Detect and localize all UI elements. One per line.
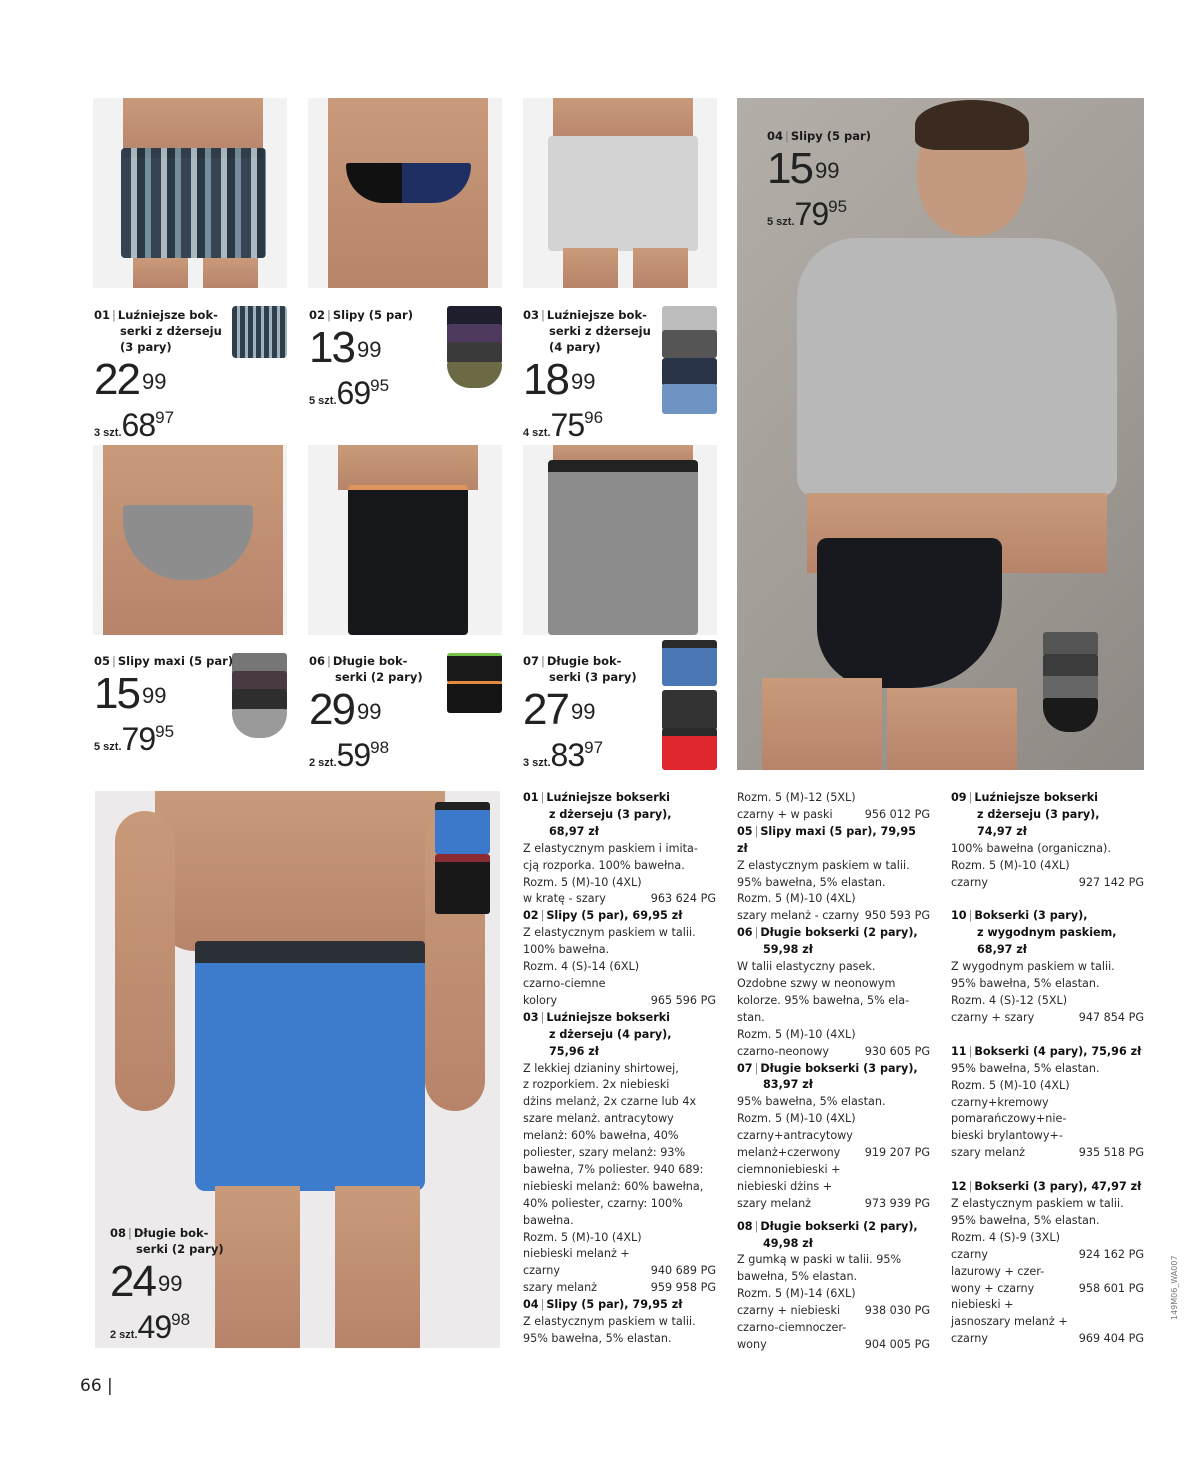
tag-01-label-2: serki z dżerseju: [120, 324, 222, 338]
desc-09-size: Rozm. 5 (M)-10 (4XL): [951, 858, 1070, 872]
tag-07-multi-price: 3 $szt.83^{97}$: [523, 737, 604, 773]
desc-01-heading-2: z dżerseju (3 pary),: [549, 807, 672, 821]
desc-03-text: bawełna.: [523, 1213, 574, 1227]
tag-02-price: 13 $^{99}$: [309, 323, 382, 372]
photo-product-03: [523, 98, 717, 288]
tag-04-label: Slipy (5 par): [790, 129, 871, 143]
tag-product-06: 06 | Długie bok- serki (2 pary) 29 $^{99}$ 2 $szt.59^{98}$: [309, 654, 423, 773]
desc-06-text: kolorze. 95% bawełna, 5% ela-: [737, 993, 910, 1007]
desc-12-variant: wony + czarny 958 601 PG: [951, 1281, 1144, 1295]
tag-03-label-2: serki z dżerseju: [549, 324, 651, 338]
tag-08-label-2: serki (2 pary): [136, 1242, 224, 1256]
thumb-05-pack: [232, 653, 287, 738]
tag-04-price: 15 $^{99}$: [767, 144, 840, 193]
desc-10-size: Rozm. 4 (S)-12 (5XL): [951, 993, 1068, 1007]
catalog-code: 149M06_WA007: [1170, 1255, 1179, 1320]
desc-03-text: bawełna, 7% poliester. 940 689:: [523, 1162, 704, 1176]
desc-06-text: Ozdobne szwy w neonowym: [737, 976, 896, 990]
desc-08-text: bawełna, 5% elastan.: [737, 1270, 858, 1284]
desc-10-heading-2: z wygodnym paskiem,: [977, 926, 1117, 940]
desc-11-heading: 11 | Bokserki (4 pary), 75,96 zł: [951, 1044, 1142, 1058]
desc-07-price: 83,97 zł: [763, 1078, 813, 1092]
desc-01-price: 68,97 zł: [549, 824, 599, 838]
desc-04-heading: 04 | Slipy (5 par), 79,95 zł: [523, 1298, 683, 1312]
tag-02-multi-price: 5 $szt.69^{95}$: [309, 375, 390, 411]
tag-02-number: 02: [309, 308, 326, 322]
tag-06-label: Długie bok-: [332, 654, 408, 668]
desc-column-2: [737, 790, 930, 1354]
tag-01-label: Luźniejsze bok-: [117, 308, 218, 322]
tag-product-02: 02 | Slipy (5 par) 13 $^{99}$ 5 $szt.69^{95}$: [309, 308, 413, 411]
desc-02-variant: kolory 965 596 PG: [523, 993, 716, 1007]
tag-product-04: 04 | Slipy (5 par) 15 $^{99}$ 5 $szt.79^{95}$: [767, 129, 871, 232]
photo-product-02: [308, 98, 502, 288]
tag-product-08: 08 | Długie bok- serki (2 pary) 24 $^{99}$ 2 $szt.49^{98}$: [110, 1226, 224, 1345]
desc-10-variant: czarny + szary 947 854 PG: [951, 1010, 1144, 1024]
tag-03-number: 03: [523, 308, 540, 322]
tag-05-multi-price: 5 $szt.79^{95}$: [94, 721, 175, 757]
desc-11-text: pomarańczowy+nie-: [951, 1112, 1067, 1126]
desc-05-heading: 05 | Slipy maxi (5 par), 79,95 zł: [737, 824, 916, 855]
desc-07-heading: 07 | Długie bokserki (3 pary),: [737, 1061, 918, 1075]
tag-08-multi-price: 2 $szt.49^{98}$: [110, 1309, 191, 1345]
desc-07-text: ciemnoniebieski +: [737, 1162, 841, 1176]
desc-03-size: Rozm. 5 (M)-10 (4XL): [523, 1230, 642, 1244]
desc-07-size: Rozm. 5 (M)-10 (4XL): [737, 1112, 856, 1126]
desc-05-text: 95% bawełna, 5% elastan.: [737, 875, 886, 889]
desc-12-heading: 12 | Bokserki (3 pary), 47,97 zł: [951, 1180, 1142, 1194]
desc-03-text: dżins melanż, 2x czarne lub 4x: [523, 1095, 697, 1109]
desc-04-text: 95% bawełna, 5% elastan.: [523, 1332, 672, 1345]
desc-02-text: Z elastycznym paskiem w talii.: [523, 926, 696, 940]
thumb-03-pack: [662, 306, 717, 414]
desc-01-size: Rozm. 5 (M)-10 (4XL): [523, 875, 642, 889]
tag-05-price: 15 $^{99}$: [94, 669, 167, 718]
desc-03-variant: szary melanż 959 958 PG: [523, 1281, 716, 1295]
desc-03-text: melanż: 60% bawełna, 40%: [523, 1129, 679, 1143]
photo-product-06: [308, 445, 502, 635]
desc-05-text: Z elastycznym paskiem w talii.: [737, 858, 910, 872]
desc-12-text: Z elastycznym paskiem w talii.: [951, 1197, 1124, 1211]
tag-06-label-2: serki (2 pary): [335, 670, 423, 684]
desc-09-heading: 09 | Luźniejsze bokserki: [951, 791, 1099, 804]
photo-product-01: [93, 98, 287, 288]
desc-11-text: bieski brylantowy+-: [951, 1129, 1063, 1143]
desc-03-text: niebieski melanż +: [523, 1247, 630, 1261]
desc-09-variant: czarny 927 142 PG: [951, 875, 1144, 889]
desc-07-variant: melanż+czerwony 919 207 PG: [737, 1146, 930, 1160]
desc-10-price: 68,97 zł: [977, 943, 1027, 957]
tag-06-multi-price: 2 $szt.59^{98}$: [309, 737, 390, 773]
thumb-01-pack: [232, 306, 287, 358]
tag-03-price: 18 $^{99}$: [523, 355, 596, 404]
tag-07-label-2: serki (3 pary): [549, 670, 637, 684]
tag-03-label: Luźniejsze bok-: [546, 308, 647, 322]
tag-03-multi-price: 4 $szt.75^{96}$: [523, 407, 604, 443]
photo-product-07: [523, 445, 717, 635]
desc-spacer: [951, 891, 1144, 908]
desc-08-heading: 08 | Długie bokserki (2 pary),: [737, 1219, 918, 1233]
desc-12-variant: czarny 969 404 PG: [951, 1332, 1144, 1346]
desc-08-variant: czarny + niebieski 938 030 PG: [737, 1304, 930, 1318]
desc-05-size: Rozm. 5 (M)-10 (4XL): [737, 892, 856, 906]
desc-03-text: Z lekkiej dzianiny shirtowej,: [523, 1061, 679, 1075]
desc-04-text: Z elastycznym paskiem w talii.: [523, 1315, 696, 1329]
desc-02-text: 100% bawełna.: [523, 943, 610, 957]
desc-column-3: [951, 790, 1144, 1348]
tag-08-price: 24 $^{99}$: [110, 1257, 183, 1306]
desc-12-text: 95% bawełna, 5% elastan.: [951, 1213, 1100, 1227]
desc-09-price: 74,97 zł: [977, 824, 1027, 838]
desc-03-text: poliester, szary melanż: 93%: [523, 1146, 686, 1160]
thumb-07-pack: [662, 640, 717, 770]
tag-product-01: 01 | Luźniejsze bok- serki z dżerseju (3 pary) 22 $^{99}$ 3 $szt.68^{97}$: [94, 308, 222, 443]
tag-04-number: 04: [767, 129, 784, 143]
desc-11-size: Rozm. 5 (M)-10 (4XL): [951, 1078, 1070, 1092]
desc-09-heading-2: z dżerseju (3 pary),: [977, 807, 1100, 821]
tag-07-label: Długie bok-: [546, 654, 622, 668]
desc-01-text: Z elastycznym paskiem i imita-: [523, 841, 698, 855]
desc-12-variant: czarny 924 162 PG: [951, 1247, 1144, 1261]
tag-03-label-3: (4 pary): [549, 340, 601, 354]
tag-01-multi-price: 3 $szt.68^{97}$: [94, 407, 175, 443]
desc-11-text: 95% bawełna, 5% elastan.: [951, 1061, 1100, 1075]
desc-spacer: [951, 1162, 1144, 1179]
desc-07-text: 95% bawełna, 5% elastan.: [737, 1095, 886, 1109]
desc-01-variant: w kratę - szary 963 624 PG: [523, 892, 716, 906]
desc-spacer: [951, 1027, 1144, 1044]
desc-03-text: niebieski melanż: 60% bawełna,: [523, 1179, 704, 1193]
tag-product-07: 07 | Długie bok- serki (3 pary) 27 $^{99}$ 3 $szt.83^{97}$: [523, 654, 637, 773]
desc-10-heading: 10 | Bokserki (3 pary),: [951, 909, 1088, 923]
tag-08-label: Długie bok-: [133, 1226, 209, 1240]
desc-06-variant: czarno-neonowy 930 605 PG: [737, 1044, 930, 1058]
desc-10-text: Z wygodnym paskiem w talii.: [951, 960, 1115, 974]
desc-01-text: cją rozporka. 100% bawełna.: [523, 858, 685, 872]
tag-06-number: 06: [309, 654, 326, 668]
tag-07-price: 27 $^{99}$: [523, 685, 596, 734]
tag-01-price: 22 $^{99}$: [94, 355, 167, 404]
desc-03-price: 75,96 zł: [549, 1044, 599, 1058]
desc-06-price: 59,98 zł: [763, 943, 813, 957]
thumb-02-pack: [447, 306, 502, 388]
desc-06-size: Rozm. 5 (M)-10 (4XL): [737, 1027, 856, 1041]
desc-12-size: Rozm. 4 (S)-9 (3XL): [951, 1230, 1060, 1244]
desc-03-text: szare melanż. antracytowy: [523, 1112, 674, 1126]
desc-11-variant: szary melanż 935 518 PG: [951, 1146, 1144, 1160]
tag-02-label: Slipy (5 par): [332, 308, 413, 322]
desc-02-size: Rozm. 4 (S)-14 (6XL): [523, 960, 640, 974]
desc-01-heading: 01 | Luźniejsze bokserki: [523, 791, 671, 804]
desc-12-text: niebieski +: [951, 1298, 1014, 1312]
page-number: 66 |: [80, 1376, 113, 1396]
desc-02-heading: 02 | Slipy (5 par), 69,95 zł: [523, 909, 683, 923]
desc-08-variant: wony 904 005 PG: [737, 1338, 930, 1351]
desc-03-heading: 03 | Luźniejsze bokserki: [523, 1010, 671, 1024]
desc-10-text: 95% bawełna, 5% elastan.: [951, 977, 1100, 991]
desc-08-price: 49,98 zł: [763, 1236, 813, 1250]
desc-07-text: niebieski dżins +: [737, 1179, 833, 1193]
desc-06-text: stan.: [737, 1010, 765, 1024]
tag-product-05: 05 | Slipy maxi (5 par) 15 $^{99}$ 5 $szt.79^{95}$: [94, 654, 234, 757]
tag-01-label-3: (3 pary): [120, 340, 172, 354]
desc-04-size: Rozm. 5 (M)-12 (5XL): [737, 791, 856, 804]
desc-04-variant: czarny + w paski 956 012 PG: [737, 807, 930, 821]
desc-08-text: czarno-ciemnoczer-: [737, 1321, 847, 1335]
desc-08-text: Z gumką w paski w talii. 95%: [737, 1253, 902, 1267]
desc-06-text: W talii elastyczny pasek.: [737, 960, 876, 974]
thumb-06-pack: [447, 653, 502, 713]
thumb-04-pack: [1043, 632, 1098, 732]
desc-09-text: 100% bawełna (organiczna).: [951, 841, 1111, 855]
desc-03-text: 40% poliester, czarny: 100%: [523, 1196, 683, 1210]
desc-03-text: z rozporkiem. 2x niebieski: [523, 1078, 670, 1092]
tag-product-03: 03 | Luźniejsze bok- serki z dżerseju (4 pary) 18 $^{99}$ 4 $szt.75^{96}$: [523, 308, 651, 443]
tag-06-price: 29 $^{99}$: [309, 685, 382, 734]
tag-07-number: 07: [523, 654, 540, 668]
desc-05-variant: szary melanż - czarny 950 593 PG: [737, 909, 930, 923]
tag-01-number: 01: [94, 308, 111, 322]
desc-column-1: [523, 790, 716, 1348]
tag-05-label: Slipy maxi (5 par): [117, 654, 234, 668]
desc-07-variant: szary melanż 973 939 PG: [737, 1196, 930, 1210]
thumb-08-pack: [435, 802, 490, 914]
desc-11-text: czarny+kremowy: [951, 1095, 1049, 1109]
desc-12-text: lazurowy + czer-: [951, 1264, 1045, 1278]
tag-05-number: 05: [94, 654, 111, 668]
desc-07-text: czarny+antracytowy: [737, 1129, 853, 1143]
desc-02-text: czarno-ciemne: [523, 976, 606, 990]
desc-12-text: jasnoszary melanż +: [951, 1315, 1068, 1329]
tag-08-number: 08: [110, 1226, 127, 1240]
photo-product-05: [93, 445, 287, 635]
desc-08-size: Rozm. 5 (M)-14 (6XL): [737, 1287, 856, 1301]
desc-03-variant: czarny 940 689 PG: [523, 1264, 716, 1278]
tag-04-multi-price: 5 $szt.79^{95}$: [767, 196, 848, 232]
desc-03-heading-2: z dżerseju (4 pary),: [549, 1027, 672, 1041]
desc-06-heading: 06 | Długie bokserki (2 pary),: [737, 926, 918, 940]
